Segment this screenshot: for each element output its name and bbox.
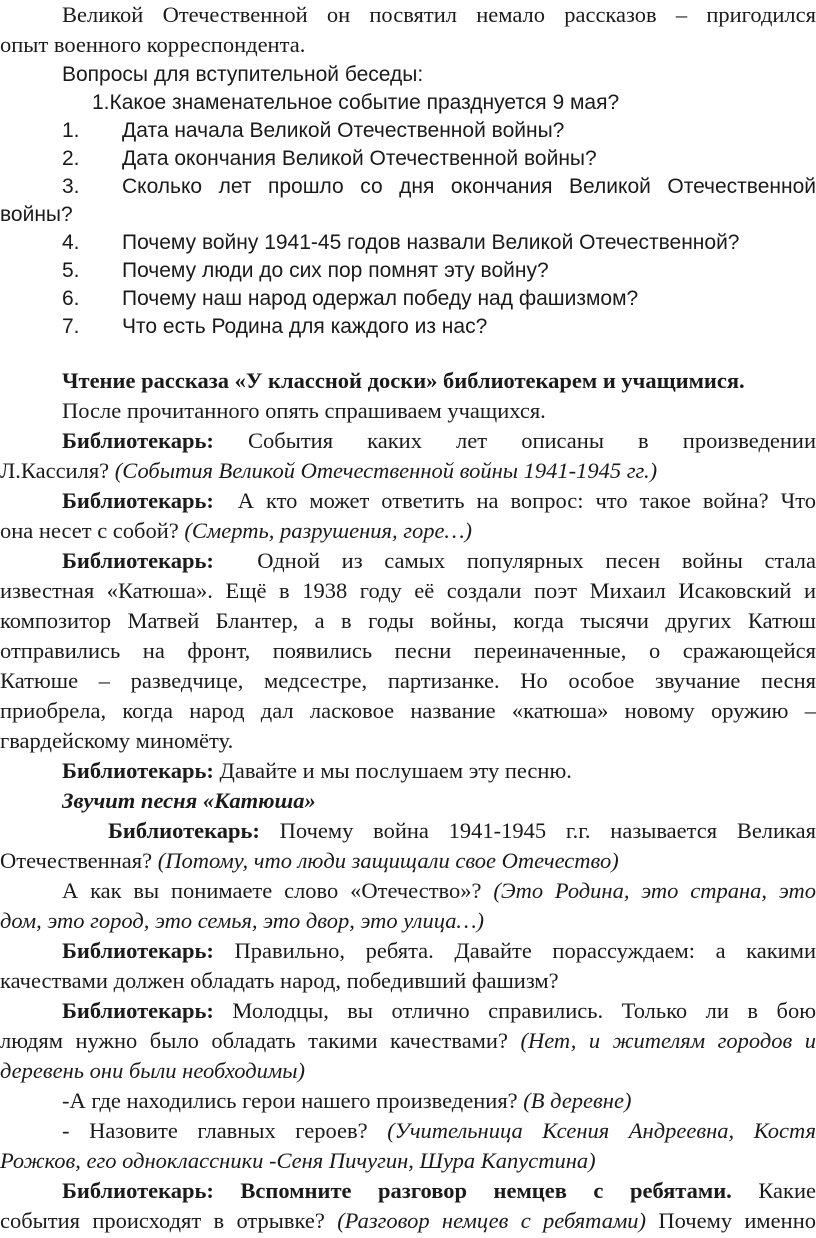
dialogue-line <box>0 516 816 546</box>
speaker-label: Библиотекарь: <box>62 998 214 1023</box>
dialogue-text: Одной из самых популярных песен войны стала <box>257 548 816 573</box>
answer-text: (В деревне) <box>523 1088 632 1113</box>
speaker-label: Библиотекарь: <box>62 938 214 963</box>
dialogue-line: Катюше – разведчице, медсестре, партизанке. Но особое звучание песня <box>0 668 816 693</box>
speaker-label: Библиотекарь: <box>62 758 214 783</box>
dialogue-paragraph <box>62 486 816 516</box>
dialogue-line <box>0 846 816 876</box>
speaker-label: Библиотекарь: <box>108 818 260 843</box>
dialogue-paragraph <box>62 1116 816 1146</box>
question-number: 3. <box>62 175 80 198</box>
speaker-label: Библиотекарь: <box>62 548 214 573</box>
dialogue-paragraph <box>62 756 816 786</box>
question-number: 2. <box>62 147 80 170</box>
dialogue-text: А кто может ответить на вопрос: что такое война? Что <box>237 488 816 513</box>
answer-line: Рожков, его одноклассники -Сеня Пичугин, Шура Капустина) <box>0 1148 596 1173</box>
dialogue-paragraph <box>108 816 816 846</box>
question-continuation: войны? <box>0 203 73 226</box>
answer-text: (Нет, и жителям городов и <box>520 1028 816 1053</box>
dialogue-text: она несет с собой? <box>0 518 179 543</box>
question-item <box>62 116 816 146</box>
question-number: 5. <box>62 259 80 282</box>
question-text: Почему люди до сих пор помнят эту войну? <box>122 259 549 282</box>
dialogue-paragraph <box>62 996 816 1026</box>
question-number: 1. <box>62 119 80 142</box>
question-number: 7. <box>62 315 80 338</box>
speaker-prompt: Библиотекарь: Вспомните разговор немцев с ребятами. <box>62 1178 732 1203</box>
reading-after: После прочитанного опять спрашиваем учащихся. <box>62 398 546 423</box>
question-text: Почему войну 1941-45 годов назвали Великой Отечественной? <box>122 231 740 254</box>
intro-line-2: опыт военного корреспондента. <box>0 32 306 57</box>
dialogue-paragraph <box>62 426 816 456</box>
dialogue-text: Л.Кассиля? <box>0 458 110 483</box>
dialogue-text: - Назовите главных героев? <box>62 1118 368 1143</box>
dialogue-text: события происходят в отрывке? <box>0 1208 325 1233</box>
intro-line-1: Великой Отечественной он посвятил немало рассказов – пригодился <box>62 2 816 27</box>
dialogue-text: -А где находились герои нашего произведения? <box>62 1088 518 1113</box>
dialogue-text: Какие <box>758 1178 816 1203</box>
answer-text: (Учительница Ксения Андреевна, Костя <box>387 1118 816 1143</box>
dialogue-text: Почему война 1941-1945 г.г. называется Великая <box>279 818 816 843</box>
question-item <box>62 144 816 174</box>
dialogue-line: качествами должен обладать народ, победивший фашизм? <box>0 968 559 993</box>
dialogue-line: гвардейскому миномёту. <box>0 728 234 753</box>
speaker-label: Библиотекарь: <box>62 488 214 513</box>
dialogue-text: людям нужно было обладать такими качествами? <box>0 1028 508 1053</box>
dialogue-line: приобрела, когда народ дал ласковое название «катюша» новому оружию – <box>0 698 816 723</box>
dialogue-text: Почему именно <box>658 1208 816 1233</box>
question-item <box>62 312 816 342</box>
question-number: 4. <box>62 231 80 254</box>
dialogue-paragraph <box>62 1176 816 1206</box>
questions-heading: Вопросы для вступительной беседы: <box>62 63 424 86</box>
song-note: Звучит песня «Катюша» <box>62 788 316 813</box>
dialogue-text: Правильно, ребята. Давайте порассуждаем: а какими <box>234 938 816 963</box>
question-number: 6. <box>62 287 80 310</box>
dialogue-text: Давайте и мы послушаем эту песню. <box>219 758 572 783</box>
question-text: Дата начала Великой Отечественной войны? <box>122 119 565 142</box>
dialogue-line <box>0 456 816 486</box>
answer-line: дом, это город, это семья, это двор, это улица…) <box>0 908 484 933</box>
dialogue-text: События каких лет описаны в произведении <box>248 428 816 453</box>
dialogue-text: Отечественная? <box>0 848 153 873</box>
answer-line: деревень они были необходимы) <box>0 1058 305 1083</box>
question-text: Почему наш народ одержал победу над фашизмом? <box>122 287 639 310</box>
dialogue-line: композитор Матвей Блантер, а в годы войны, когда тысячи других Катюш <box>0 608 816 633</box>
speaker-label: Библиотекарь: <box>62 428 214 453</box>
question-item <box>62 228 816 258</box>
answer-text: (Потому, что люди защищали свое Отечество) <box>157 848 619 873</box>
question-text: Что есть Родина для каждого из нас? <box>122 315 488 338</box>
dialogue-text: Молодцы, вы отлично справились. Только ли в бою <box>232 998 816 1023</box>
answer-text: (События Великой Отечественной войны 1941-1945 гг.) <box>114 458 658 483</box>
dialogue-line: отправились на фронт, появились песни переиначенные, о сражающейся <box>0 638 816 663</box>
dialogue-text: А как вы понимаете слово «Отечество»? <box>62 878 482 903</box>
reading-title: Чтение рассказа «У классной доски» библиотекарем и учащимися. <box>62 368 745 393</box>
question-first: 1.Какое знаменательное событие празднуется 9 мая? <box>92 91 620 114</box>
dialogue-paragraph <box>62 1086 816 1116</box>
answer-text: (Смерть, разрушения, горе…) <box>184 518 473 543</box>
question-item <box>62 256 816 286</box>
dialogue-paragraph <box>62 546 816 576</box>
dialogue-line <box>0 1026 816 1056</box>
dialogue-paragraph <box>62 876 816 906</box>
dialogue-line: известная «Катюша». Ещё в 1938 году её создали поэт Михаил Исаковский и <box>0 578 816 603</box>
question-text: Сколько лет прошло со дня окончания Великой Отечественной <box>122 175 816 198</box>
question-text: Дата окончания Великой Отечественной войны? <box>122 147 597 170</box>
question-item <box>62 172 816 202</box>
answer-text: (Это Родина, это страна, это <box>493 878 816 903</box>
answer-text: (Разговор немцев с ребятами) <box>337 1208 647 1233</box>
question-item <box>62 284 816 314</box>
dialogue-line <box>0 1206 816 1236</box>
dialogue-paragraph <box>62 936 816 966</box>
